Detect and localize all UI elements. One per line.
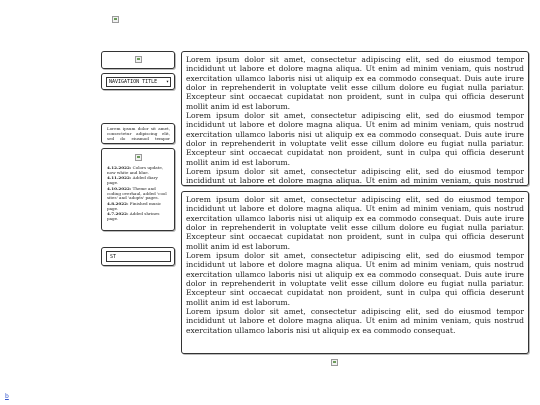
update-date: 4.12.2022:: [107, 166, 132, 170]
update-text: Theme and coding overhaul, added 'cool sites' and 'adopts' pages.: [107, 185, 167, 201]
update-date: 4.11.2022:: [107, 175, 132, 181]
banner-image: [112, 16, 119, 23]
paragraph: Lorem ipsum dolor sit amet, consectetur adipiscing elit, sed do eiusmod tempor incididunt ut labore et dolore magna aliqua. Ut enim ad minim veniam, quis nostrud: [186, 167, 524, 186]
update-entry: [107, 187, 170, 202]
sidebar-about-panel: [101, 123, 175, 144]
update-text: Added shrines page.: [107, 211, 160, 222]
update-date: 4.8.2022:: [107, 200, 129, 206]
navigation-select[interactable]: [106, 77, 171, 87]
content-box-1: [181, 51, 529, 186]
updates-list: [107, 166, 170, 228]
corner-link[interactable]: b: [5, 393, 9, 400]
sidebar-search-panel: [101, 247, 175, 266]
content-text-2: [186, 195, 524, 353]
paragraph: Lorem ipsum dolor sit amet, consectetur adipiscing elit, sed do eiusmod tempor incididunt ut labore et dolore magna aliqua. Ut enim ad minim veniam, quis nostrud exercitation ullamco laboris nisi ut aliquip ex ea commodo consequat. Duis aute irure dolor in reprehenderit in voluptate velit esse cillum dolore eu fugiat nulla pariatur. Excepteur sint occaecat cupidatat non proident, sunt in culpa qui officia deserunt mollit anim id est laborum.: [186, 195, 524, 251]
paragraph: Lorem ipsum dolor sit amet, consectetur adipiscing elit, sed do eiusmod tempor incididunt ut labore et dolore magna aliqua. Ut enim ad minim veniam, quis nostrud exercitation ullamco laboris nisi ut aliquip ex ea commodo consequat. Duis aute irure dolor in reprehenderit in voluptate velit esse cillum dolore eu fugiat nulla pariatur. Excepteur sint occaecat cupidatat non proident, sunt in culpa qui officia deserunt mollit anim id est laborum.: [186, 251, 524, 307]
update-date: 4.7.2022:: [107, 211, 129, 217]
update-entry: [107, 212, 170, 222]
paragraph: Lorem ipsum dolor sit amet, consectetur adipiscing elit, sed do eiusmod tempor incididunt ut labore et dolore magna aliqua. Ut enim ad minim veniam, quis nostrud exercitation ullamco laboris nisi ut aliquip ex ea commodo consequat.: [186, 307, 524, 335]
sidebar-nav-panel: [101, 73, 175, 90]
updates-header-image: [135, 154, 142, 161]
sidebar-logo-panel: [101, 51, 175, 69]
navigation-select-value: NAVIGATION TITLE: [109, 79, 158, 85]
paragraph: Lorem ipsum dolor sit amet, consectetur adipiscing elit, sed do eiusmod tempor incididunt ut labore et dolore magna aliqua. Ut enim ad minim veniam, quis nostrud exercitation ullamco laboris nisi ut aliquip ex ea commodo consequat. Duis aute irure dolor in reprehenderit in voluptate velit esse cillum dolore eu fugiat nulla pariatur. Excepteur sint occaecat cupidatat non proident, sunt in culpa qui officia deserunt mollit anim id est laborum.: [186, 55, 524, 111]
update-text: Colors update, now white and blue.: [107, 166, 164, 175]
content-box-2: [181, 191, 529, 354]
update-text: Added diary page.: [107, 175, 158, 186]
content-text-1: [186, 55, 524, 185]
footer-image: [331, 359, 338, 366]
sidebar-logo-image: [135, 56, 142, 63]
search-input[interactable]: [106, 251, 171, 262]
sidebar-about-text: Lorem ipsum dolor sit amet, consectetur adipiscing elit, sed do eiusmod tempor: [107, 127, 170, 141]
update-date: 4.10.2022:: [107, 185, 132, 191]
chevron-down-icon: ▾: [165, 79, 169, 85]
update-text: Finished music page.: [107, 200, 162, 211]
paragraph: Lorem ipsum dolor sit amet, consectetur adipiscing elit, sed do eiusmod tempor incididunt ut labore et dolore magna aliqua. Ut enim ad minim veniam, quis nostrud exercitation ullamco laboris nisi ut aliquip ex ea commodo consequat. Duis aute irure dolor in reprehenderit in voluptate velit esse cillum dolore eu fugiat nulla pariatur. Excepteur sint occaecat cupidatat non proident, sunt in culpa qui officia deserunt mollit anim id est laborum.: [186, 111, 524, 167]
sidebar-updates-panel: [101, 148, 175, 231]
